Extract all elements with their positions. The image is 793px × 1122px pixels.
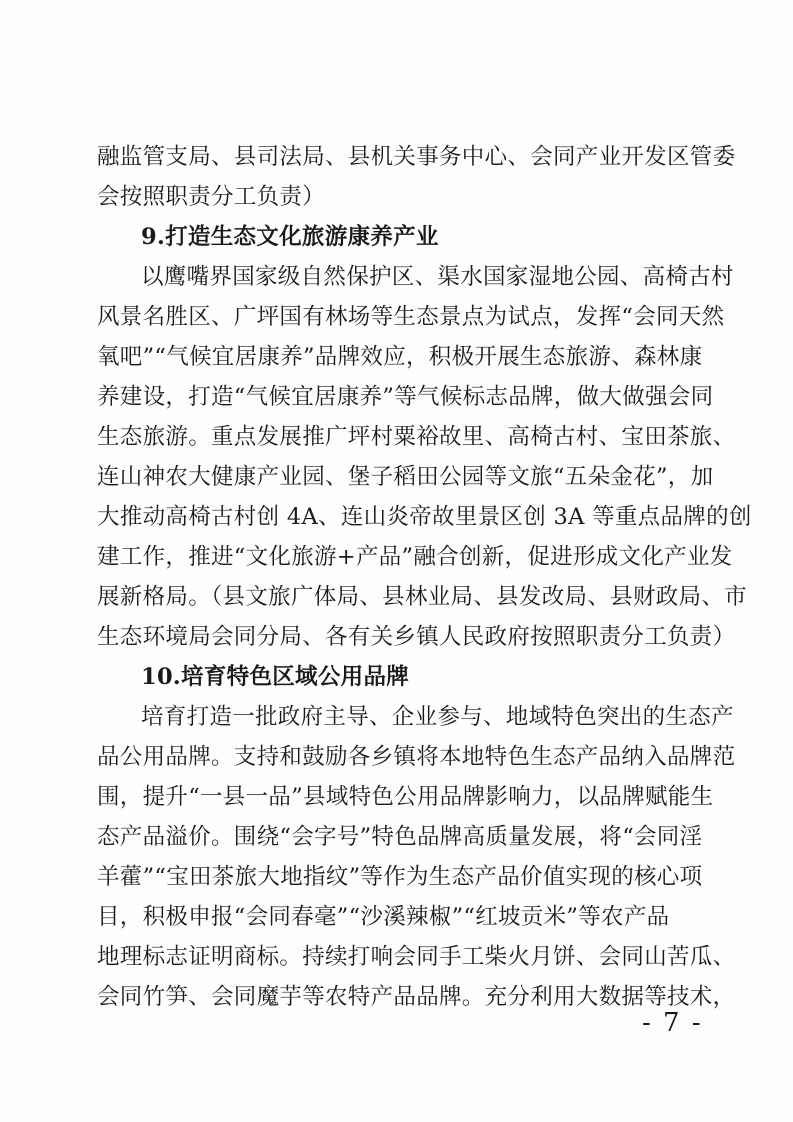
body-text-line: 生态环境局会同分局、各有关乡镇人民政府按照职责分工负责） [97, 624, 736, 650]
body-text-line: 以鹰嘴界国家级自然保护区、渠水国家湿地公园、高椅古村 [141, 264, 734, 290]
page-number: - 7 - [642, 1008, 703, 1038]
body-text-line: 连山神农大健康产业园、堡子稻田公园等文旅“五朵金花”，加 [97, 464, 714, 490]
body-text-line: 围，提升“一县一品”县域特色公用品牌影响力，以品牌赋能生 [97, 784, 714, 810]
body-text-line: 地理标志证明商标。持续打响会同手工柴火月饼、会同山苦瓜、 [97, 944, 736, 970]
body-text-line: 大推动高椅古村创 4A、连山炎帝故里景区创 3A 等重点品牌的创 [97, 504, 752, 530]
body-text-line: 羊藿”“宝田茶旅大地指纹”等作为生态产品价值实现的核心项 [97, 864, 703, 890]
body-text-line: 生态旅游。重点发展推广坪村粟裕故里、高椅古村、宝田茶旅、 [97, 424, 736, 450]
body-text-line: 养建设，打造“气候宜居康养”等气候标志品牌，做大做强会同 [97, 384, 714, 410]
body-text-line: 展新格局。（县文旅广体局、县林业局、县发改局、县财政局、市 [97, 584, 747, 610]
body-text-line: 目，积极申报“会同春毫”“沙溪辣椒”“红坡贡米”等农产品 [97, 904, 670, 930]
section-heading: 10.培育特色区域公用品牌 [141, 664, 410, 690]
body-text-line: 会同竹笋、会同魔芋等农特产品品牌。充分利用大数据等技术， [97, 984, 736, 1010]
body-text-line: 品公用品牌。支持和鼓励各乡镇将本地特色生态产品纳入品牌范 [97, 744, 736, 770]
body-text-line: 态产品溢价。围绕“会字号”特色品牌高质量发展，将“会同淫 [97, 824, 703, 850]
section-heading: 9.打造生态文化旅游康养产业 [141, 224, 439, 250]
body-text-line: 会按照职责分工负责） [97, 184, 326, 210]
body-text-line: 培育打造一批政府主导、企业参与、地域特色突出的生态产 [141, 704, 734, 730]
body-text-line: 氧吧”“气候宜居康养”品牌效应，积极开展生态旅游、森林康 [97, 344, 703, 370]
body-text-line: 建工作，推进“文化旅游+产品”融合创新，促进形成文化产业发 [97, 544, 733, 570]
body-text-line: 风景名胜区、广坪国有林场等生态景点为试点，发挥“会同天然 [97, 304, 725, 330]
body-text-line: 融监管支局、县司法局、县机关事务中心、会同产业开发区管委 [97, 144, 736, 170]
